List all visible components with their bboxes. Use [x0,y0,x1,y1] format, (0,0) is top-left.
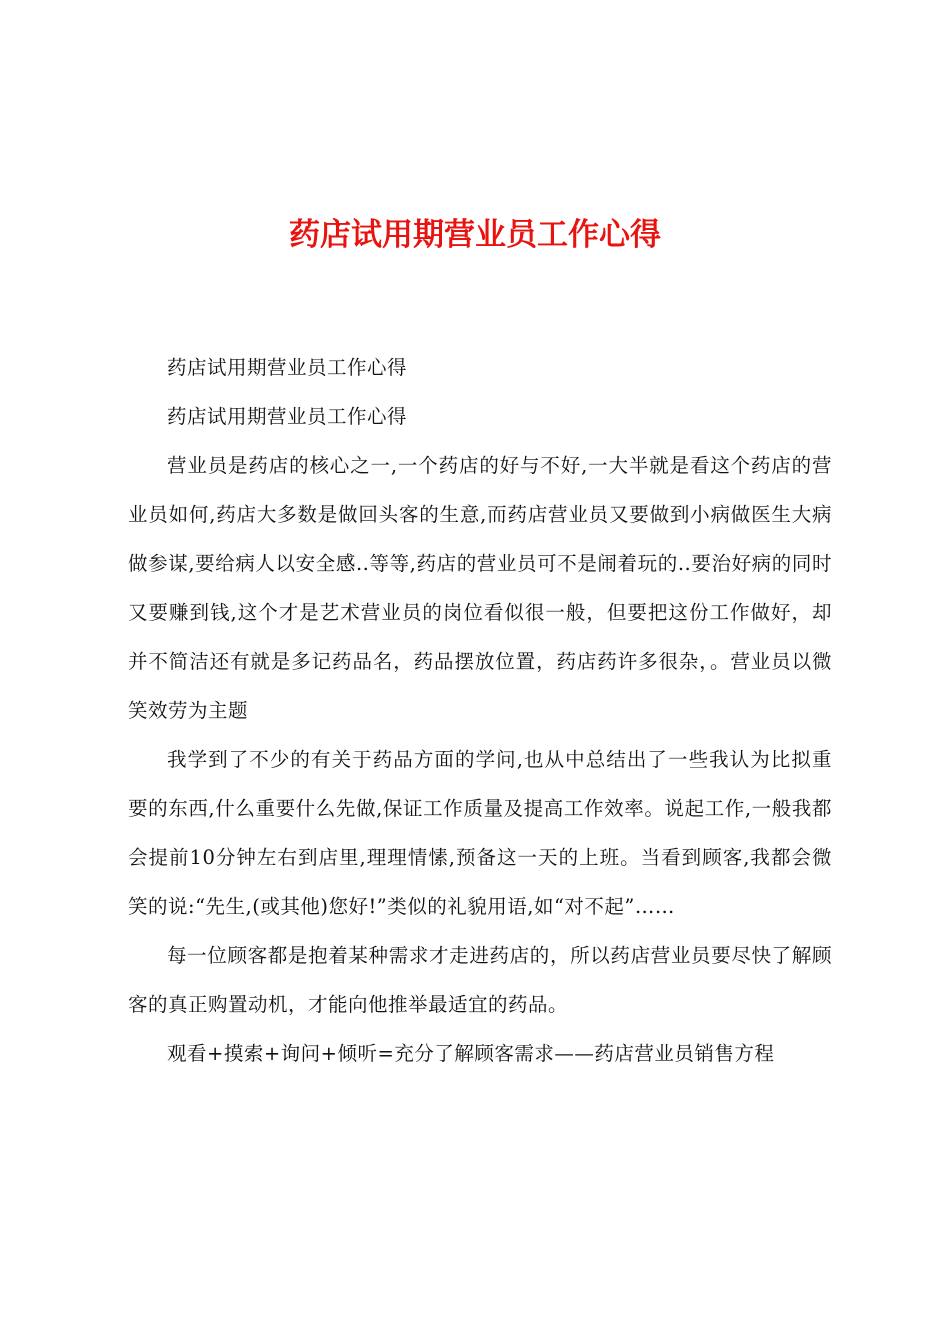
paragraph: 我学到了不少的有关于药品方面的学问,也从中总结出了一些我认为比拟重要的东西,什么重要什么先做,保证工作质量及提高工作效率。说起工作,一般我都会提前10分钟左右到店里,理理情愫,预备这一天的上班。当看到顾客,我都会微笑的说:“先生,(或其他)您好!”类似的礼貌用语,如“对不起”…… [128,748,832,918]
document-title: 药店试用期营业员工作心得 [289,217,661,253]
paragraph: 每一位顾客都是抱着某种需求才走进药店的，所以药店营业员要尽快了解顾客的真正购置动机，才能向他推举最适宜的药品。 [128,944,832,1016]
paragraph: 药店试用期营业员工作心得 [167,405,408,428]
paragraph: 观看+摸索+询问+倾听=充分了解顾客需求——药店营业员销售方程 [167,1042,775,1065]
paragraph: 药店试用期营业员工作心得 [167,356,408,379]
document-body [128,343,832,1078]
paragraph: 营业员是药店的核心之一,一个药店的好与不好,一大半就是看这个药店的营业员如何,药店大多数是做回头客的生意,而药店营业员又要做到小病做医生大病做参谋,要给病人以安全感..等等,药店的营业员可不是闹着玩的..要治好病的同时又要赚到钱,这个才是艺术营业员的岗位看似很一般，但要把这份工作做好，却并不简洁还有就是多记药品名，药品摆放位置，药店药许多很杂，。营业员以微笑效劳为主题 [128,454,832,722]
